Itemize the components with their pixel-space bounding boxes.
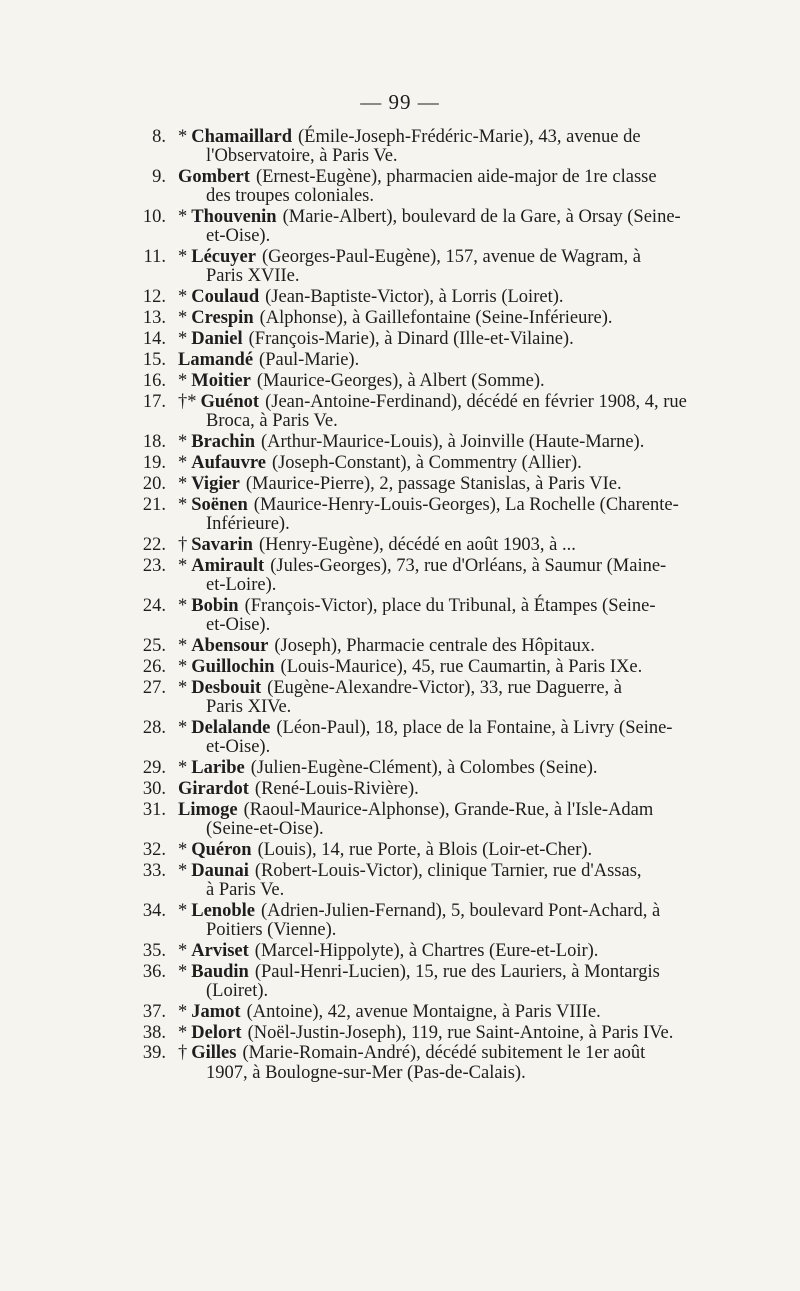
entry-name: Moitier bbox=[191, 370, 251, 391]
entry-number: 13. bbox=[142, 308, 166, 329]
entry-name: Abensour bbox=[191, 635, 269, 656]
entry-name: Laribe bbox=[191, 757, 245, 778]
entry-name: Daniel bbox=[191, 329, 243, 350]
entry-mark: * bbox=[178, 127, 188, 147]
entry-mark: * bbox=[178, 860, 188, 881]
entry-continuation: à Paris Ve. bbox=[206, 879, 285, 900]
entry-name: Delalande bbox=[191, 717, 271, 738]
page-number: — 99 — bbox=[360, 90, 440, 114]
entry-continuation: (Loiret). bbox=[206, 980, 269, 1001]
entry-mark: * bbox=[178, 207, 188, 228]
list-item bbox=[126, 168, 704, 206]
entry-number: 20. bbox=[142, 473, 166, 494]
entry-name: Savarin bbox=[191, 534, 253, 555]
entry-name: Gilles bbox=[191, 1043, 237, 1064]
entry-name: Desbouit bbox=[191, 677, 262, 698]
entry-number: 19. bbox=[142, 452, 166, 473]
entry-number: 39. bbox=[142, 1043, 166, 1064]
list-item bbox=[126, 801, 704, 839]
entry-mark: * bbox=[178, 452, 188, 473]
entry-mark: * bbox=[178, 431, 188, 452]
entry-details: (Joseph-Constant), à Commentry (Allier). bbox=[271, 452, 582, 473]
entry-name: Daunai bbox=[191, 860, 249, 881]
entry-name: Baudin bbox=[191, 961, 249, 982]
entry-name: Coulaud bbox=[191, 287, 260, 308]
list-item bbox=[126, 330, 704, 349]
entry-mark: * bbox=[178, 370, 188, 391]
entry-details: (Marcel-Hippolyte), à Chartres (Eure-et-Loir). bbox=[254, 940, 599, 961]
entry-continuation: Broca, à Paris Ve. bbox=[206, 411, 338, 432]
list-item bbox=[126, 557, 704, 595]
list-item bbox=[126, 862, 704, 900]
entry-details: (Arthur-Maurice-Louis), à Joinville (Haute-Marne). bbox=[260, 431, 645, 452]
entry-details: (Léon-Paul), 18, place de la Fontaine, à Livry (Seine- bbox=[276, 717, 673, 738]
list-item bbox=[126, 496, 704, 534]
entry-name: Vigier bbox=[191, 473, 240, 494]
entry-details: (Maurice-Henry-Louis-Georges), La Rochelle (Charente- bbox=[253, 494, 679, 515]
entry-number: 23. bbox=[142, 555, 166, 576]
list-item bbox=[126, 759, 704, 778]
entry-details: (Louis-Maurice), 45, rue Caumartin, à Paris IXe. bbox=[280, 656, 643, 677]
entry-name: Limoge bbox=[178, 799, 238, 820]
entry-name: Quéron bbox=[191, 839, 252, 860]
entry-name: Chamaillard bbox=[191, 127, 292, 147]
entry-details: (François-Victor), place du Tribunal, à Étampes (Seine- bbox=[244, 595, 656, 616]
entry-details: (Robert-Louis-Victor), clinique Tarnier, rue d'Assas, bbox=[254, 860, 642, 881]
list-item bbox=[126, 637, 704, 656]
list-item bbox=[126, 433, 704, 452]
entry-name: Lenoble bbox=[191, 900, 255, 921]
entry-details: (Louis), 14, rue Porte, à Blois (Loir-et-Cher). bbox=[257, 839, 593, 860]
entry-mark: * bbox=[178, 1001, 188, 1022]
entry-number: 30. bbox=[142, 778, 166, 799]
entry-details: (Adrien-Julien-Fernand), 5, boulevard Pont-Achard, à bbox=[260, 900, 661, 921]
entry-number: 21. bbox=[142, 494, 166, 515]
entry-number: 34. bbox=[142, 900, 166, 921]
entry-details: (Julien-Eugène-Clément), à Colombes (Seine). bbox=[250, 757, 598, 778]
list-item bbox=[126, 475, 704, 494]
entry-mark: * bbox=[178, 329, 188, 350]
list-item bbox=[126, 536, 704, 555]
entry-continuation: Poitiers (Vienne). bbox=[206, 919, 337, 940]
list-item bbox=[126, 393, 704, 431]
entry-mark: * bbox=[178, 940, 188, 961]
entry-mark: †* bbox=[178, 391, 197, 412]
list-item bbox=[126, 1024, 704, 1043]
entry-details: (Alphonse), à Gaillefontaine (Seine-Inférieure). bbox=[259, 308, 613, 329]
entry-number: 10. bbox=[142, 207, 166, 228]
entry-name: Guillochin bbox=[191, 656, 275, 677]
entry-details: (Jules-Georges), 73, rue d'Orléans, à Saumur (Maine- bbox=[270, 555, 667, 576]
entry-details: (Eugène-Alexandre-Victor), 33, rue Daguerre, à bbox=[267, 677, 622, 698]
entry-number: 31. bbox=[142, 799, 166, 820]
entry-details: (René-Louis-Rivière). bbox=[254, 778, 419, 799]
list-item bbox=[126, 780, 704, 799]
entry-number: 33. bbox=[142, 860, 166, 881]
entry-name: Gombert bbox=[178, 167, 250, 188]
entry-number: 8. bbox=[152, 127, 166, 147]
entry-mark: * bbox=[178, 494, 188, 515]
list-item bbox=[126, 372, 704, 391]
entry-name: Amirault bbox=[191, 555, 265, 576]
entry-number: 32. bbox=[142, 839, 166, 860]
entry-name: Lamandé bbox=[178, 350, 254, 371]
entry-number: 38. bbox=[142, 1022, 166, 1043]
entry-mark: † bbox=[178, 1043, 188, 1064]
entry-continuation: et-Oise). bbox=[206, 614, 271, 635]
entry-number: 16. bbox=[142, 370, 166, 391]
list-item bbox=[126, 1044, 704, 1082]
entry-number: 37. bbox=[142, 1001, 166, 1022]
entry-continuation: (Seine-et-Oise). bbox=[206, 818, 324, 839]
entry-details: (Raoul-Maurice-Alphonse), Grande-Rue, à l'Isle-Adam bbox=[243, 799, 654, 820]
entry-mark: * bbox=[178, 677, 188, 698]
entry-number: 12. bbox=[142, 287, 166, 308]
list-item bbox=[126, 288, 704, 307]
list-item bbox=[126, 719, 704, 757]
list-item bbox=[126, 248, 704, 286]
entry-number: 22. bbox=[142, 534, 166, 555]
entry-number: 24. bbox=[142, 595, 166, 616]
entry-details: (Marie-Albert), boulevard de la Gare, à Orsay (Seine- bbox=[282, 207, 681, 228]
entry-mark: * bbox=[178, 757, 188, 778]
entry-mark: * bbox=[178, 595, 188, 616]
entry-mark: * bbox=[178, 900, 188, 921]
entry-mark: * bbox=[178, 308, 188, 329]
entry-mark: * bbox=[178, 717, 188, 738]
entry-continuation: des troupes coloniales. bbox=[206, 186, 374, 207]
entry-details: (Paul-Marie). bbox=[259, 350, 360, 371]
entry-number: 26. bbox=[142, 656, 166, 677]
entry-mark: * bbox=[178, 555, 188, 576]
entry-name: Jamot bbox=[191, 1001, 241, 1022]
entry-mark: * bbox=[178, 961, 188, 982]
entry-name: Guénot bbox=[200, 391, 260, 412]
entry-list bbox=[126, 128, 704, 1085]
list-item bbox=[126, 597, 704, 635]
entry-number: 27. bbox=[142, 677, 166, 698]
entry-mark: * bbox=[178, 1022, 188, 1043]
entry-name: Delort bbox=[191, 1022, 242, 1043]
entry-name: Bobin bbox=[191, 595, 239, 616]
entry-continuation: Paris XIVe. bbox=[206, 696, 292, 717]
entry-details: (Noël-Justin-Joseph), 119, rue Saint-Antoine, à Paris IVe. bbox=[247, 1022, 674, 1043]
entry-number: 15. bbox=[142, 350, 166, 371]
entry-name: Thouvenin bbox=[191, 207, 277, 228]
entry-name: Brachin bbox=[191, 431, 255, 452]
entry-details: (Georges-Paul-Eugène), 157, avenue de Wagram, à bbox=[261, 247, 641, 268]
list-item bbox=[126, 309, 704, 328]
entry-mark: * bbox=[178, 635, 188, 656]
entry-name: Crespin bbox=[191, 308, 254, 329]
list-item bbox=[126, 679, 704, 717]
entry-number: 9. bbox=[152, 167, 166, 188]
entry-details: (Jean-Antoine-Ferdinand), décédé en février 1908, 4, rue bbox=[265, 391, 687, 412]
list-item bbox=[126, 128, 704, 166]
entry-mark: * bbox=[178, 247, 188, 268]
entry-details: (Henry-Eugène), décédé en août 1903, à ... bbox=[258, 534, 576, 555]
entry-details: (Maurice-Pierre), 2, passage Stanislas, à Paris VIe. bbox=[245, 473, 622, 494]
entry-continuation: Paris XVIIe. bbox=[206, 266, 300, 287]
entry-continuation: 1907, à Boulogne-sur-Mer (Pas-de-Calais). bbox=[206, 1062, 526, 1083]
list-item bbox=[126, 208, 704, 246]
entry-details: (Paul-Henri-Lucien), 15, rue des Lauriers, à Montargis bbox=[254, 961, 660, 982]
list-item bbox=[126, 963, 704, 1001]
entry-mark: * bbox=[178, 656, 188, 677]
entry-mark: * bbox=[178, 473, 188, 494]
entry-details: (Antoine), 42, avenue Montaigne, à Paris VIIIe. bbox=[246, 1001, 601, 1022]
entry-continuation: et-Oise). bbox=[206, 226, 271, 247]
entry-name: Girardot bbox=[178, 778, 249, 799]
entry-name: Arviset bbox=[191, 940, 249, 961]
entry-number: 29. bbox=[142, 757, 166, 778]
entry-number: 36. bbox=[142, 961, 166, 982]
entry-details: (Maurice-Georges), à Albert (Somme). bbox=[256, 370, 545, 391]
entry-number: 25. bbox=[142, 635, 166, 656]
entry-number: 18. bbox=[142, 431, 166, 452]
list-item bbox=[126, 902, 704, 940]
entry-number: 11. bbox=[143, 247, 166, 268]
entry-name: Soënen bbox=[191, 494, 248, 515]
list-item bbox=[126, 942, 704, 961]
entry-details: (Marie-Romain-André), décédé subitement le 1er août bbox=[242, 1043, 646, 1064]
entry-details: (Joseph), Pharmacie centrale des Hôpitaux. bbox=[274, 635, 595, 656]
entry-details: (Émile-Joseph-Frédéric-Marie), 43, avenue de bbox=[297, 127, 641, 147]
entry-details: (François-Marie), à Dinard (Ille-et-Vilaine). bbox=[248, 329, 574, 350]
entry-details: (Jean-Baptiste-Victor), à Lorris (Loiret). bbox=[265, 287, 564, 308]
entry-continuation: l'Observatoire, à Paris Ve. bbox=[206, 146, 398, 167]
entry-number: 17. bbox=[142, 391, 166, 412]
entry-mark: * bbox=[178, 839, 188, 860]
entry-continuation: et-Oise). bbox=[206, 736, 271, 757]
entry-details: (Ernest-Eugène), pharmacien aide-major de 1re classe bbox=[255, 167, 657, 188]
entry-number: 14. bbox=[142, 329, 166, 350]
list-item bbox=[126, 454, 704, 473]
entry-continuation: Inférieure). bbox=[206, 513, 290, 534]
list-item bbox=[126, 658, 704, 677]
entry-name: Lécuyer bbox=[191, 247, 256, 268]
entry-mark: * bbox=[178, 287, 188, 308]
list-item bbox=[126, 351, 704, 370]
entry-continuation: et-Loire). bbox=[206, 574, 277, 595]
entry-number: 28. bbox=[142, 717, 166, 738]
list-item bbox=[126, 1003, 704, 1022]
list-item bbox=[126, 841, 704, 860]
entry-number: 35. bbox=[142, 940, 166, 961]
entry-name: Aufauvre bbox=[191, 452, 266, 473]
entry-mark: † bbox=[178, 534, 188, 555]
